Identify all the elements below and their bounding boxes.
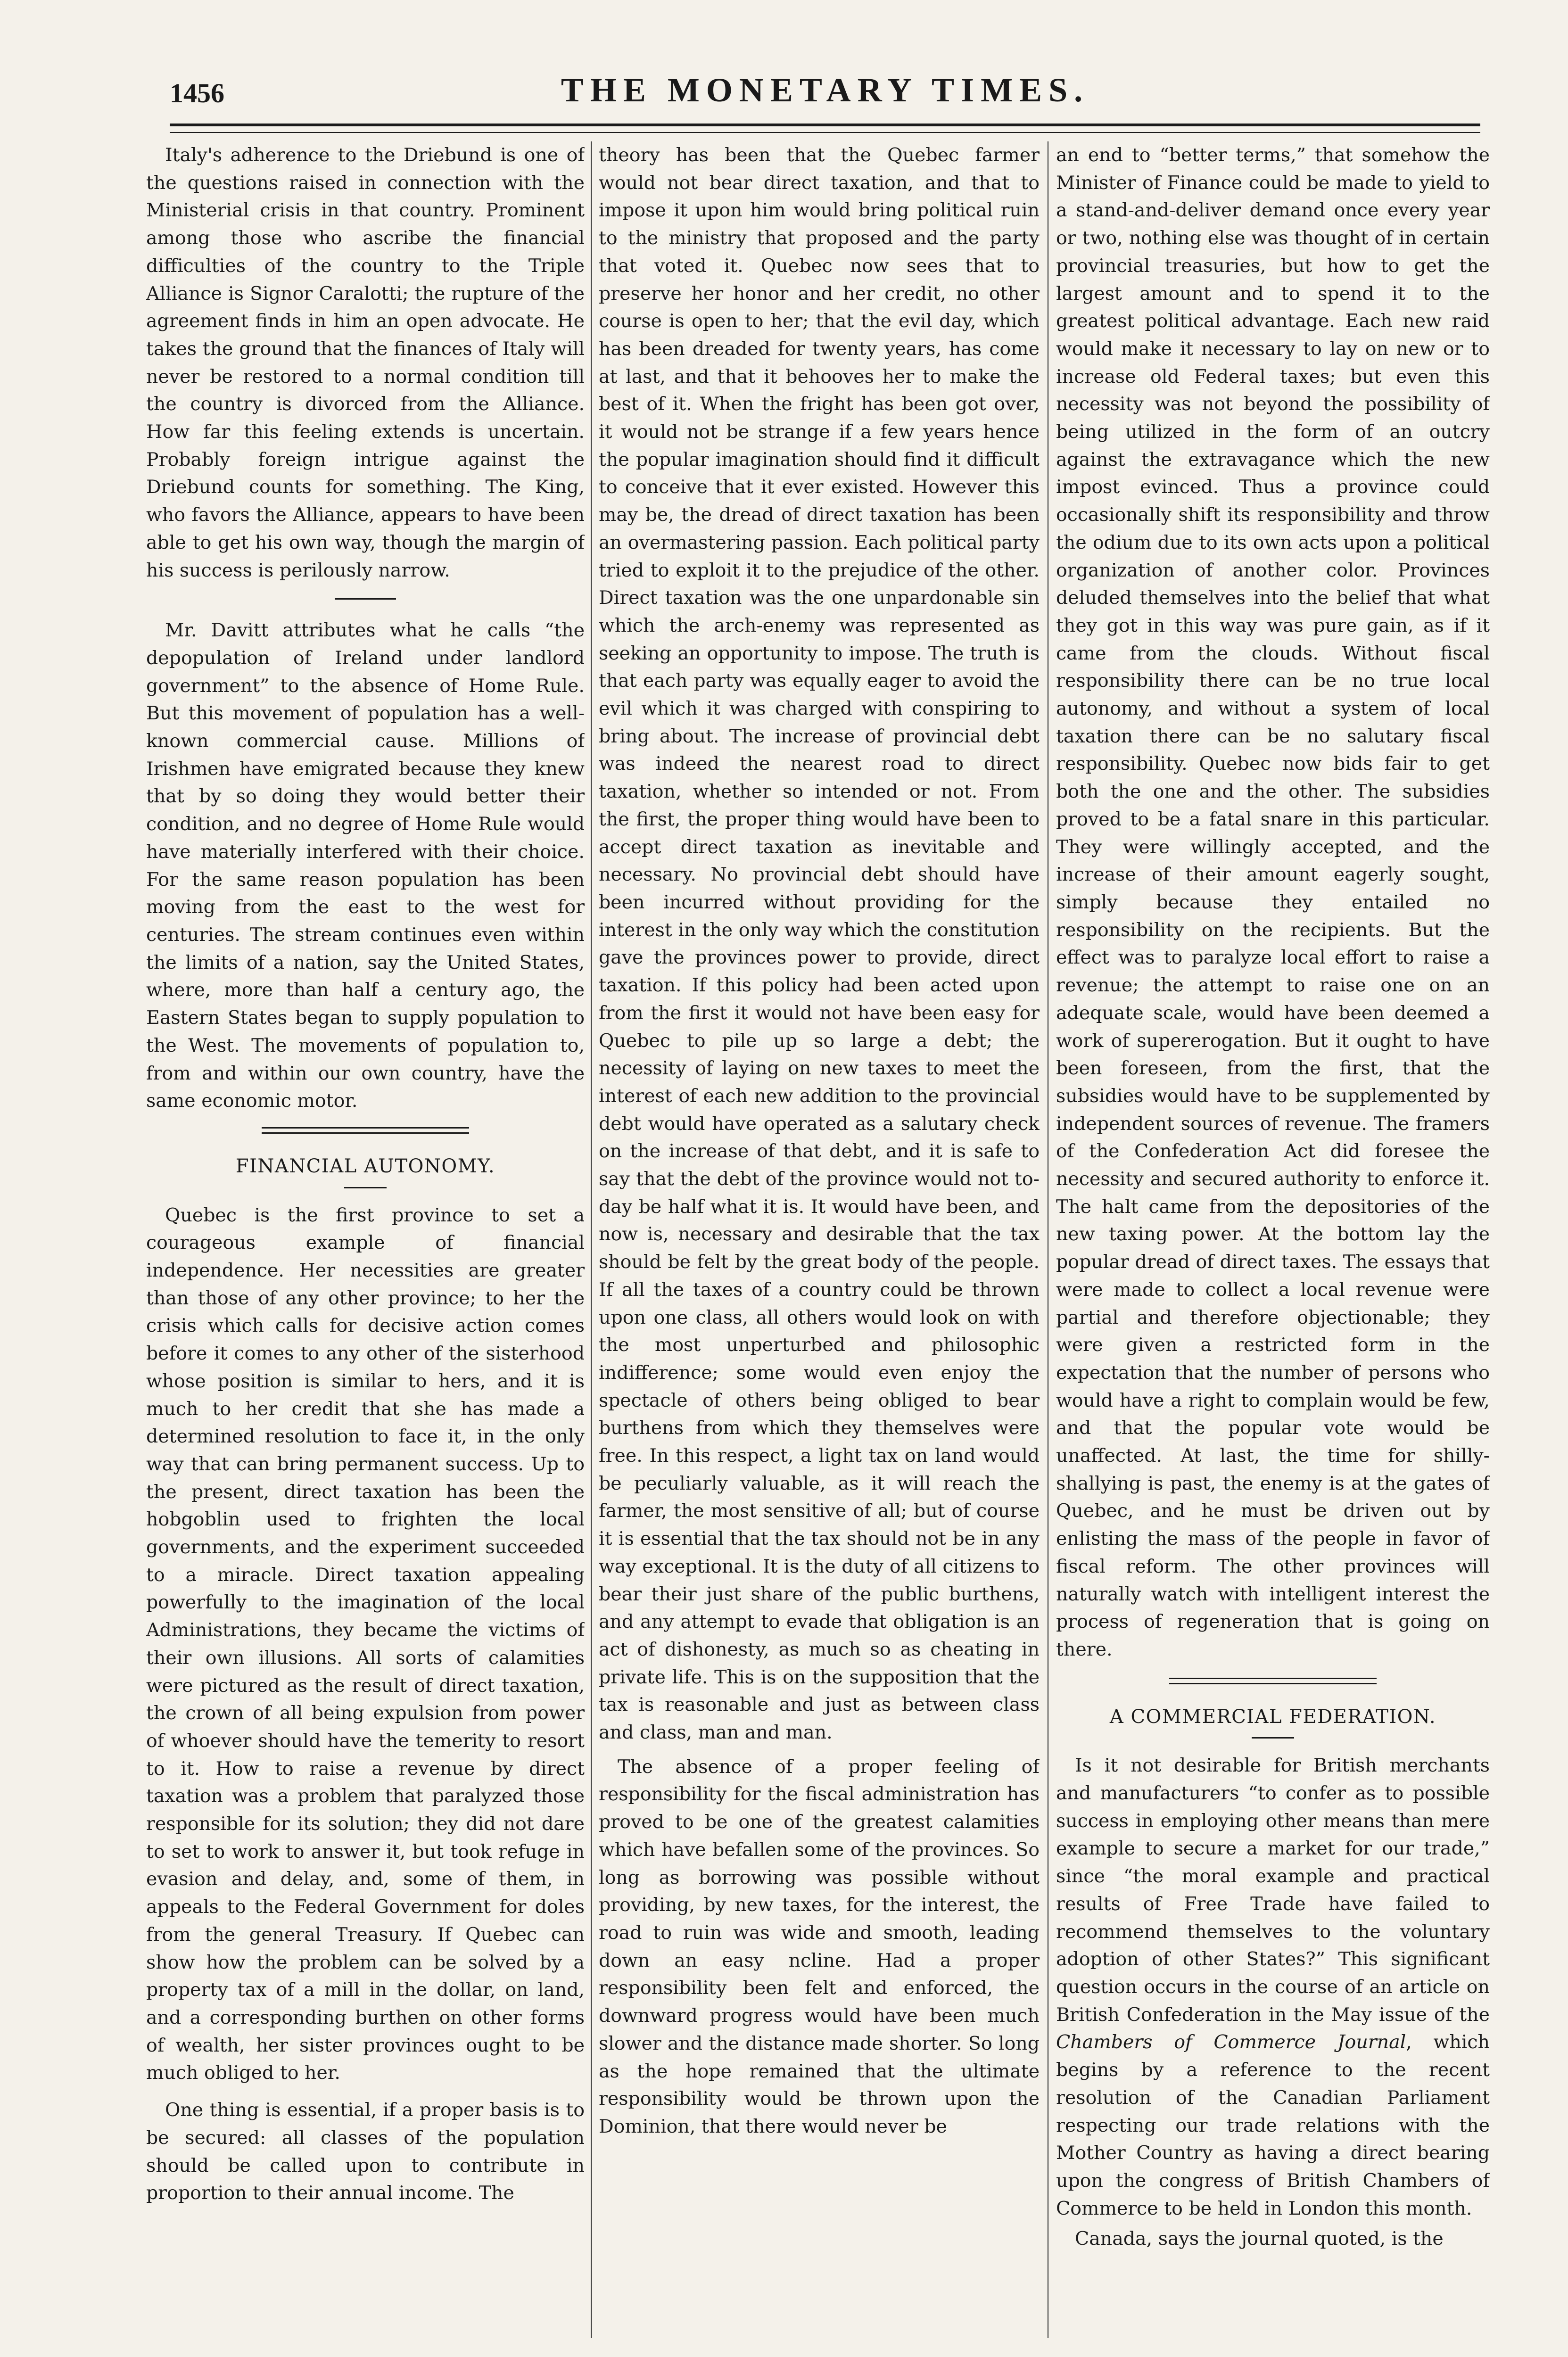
- journal-title-italic: Chambers of Commerce Journal: [1056, 2031, 1406, 2053]
- paragraph-better-terms: an end to “better terms,” that somehow the Minister of Finance could be made to yield to a stand-and-deliver demand once every year or two, nothing else was thought of in certain provincial treasuries, but how to get the largest amount and to spend it to the greatest political advantage. Each new raid would make it necessary to lay on new or to increase old Federal taxes; but even this necessity was not beyond the possibility of being utilized in the form of an outcry against the extravagance which the new impost evinced. Thus a province could occasionally shift its responsibility and throw the odium due to its own acts upon a political organization of another color. Provinces deluded themselves into the belief that what they got in this way was pure gain, as if it came from the clouds. Without fiscal responsibility there can be no true local autonomy, and without a system of local taxation there can be no salutary fiscal responsibility. Quebec now bids fair to get both the one and the other. The subsidies proved to be a fatal snare in this particular. They were willingly accepted, and the increase of their amount eagerly sought, simply because they entailed no responsibility on the recipients. But the effect was to paralyze local effort to raise a revenue; the attempt to raise one on an adequate scale, would have been deemed a work of supererogation. But it ought to have been foreseen, from the first, that the subsidies would have to be supplemented by independent sources of revenue. The framers of the Confederation Act did foresee the necessity and secured authority to enforce it. The halt came from the depositories of the new taxing power. At the bottom lay the popular dread of direct taxes. The essays that were made to collect a local revenue were partial and therefore objectionable; they were given a restricted form in the expectation that the number of persons who would have a right to complain would be few, and that the popular vote would be unaffected. At last, the time for shilly-shallying is past, the enemy is at the gates of Quebec, and he must be driven out by enlisting the mass of the people in favor of fiscal reform. The other provinces will naturally watch with intelligent interest the process of regeneration that is going on there.: [1056, 144, 1490, 1660]
- paragraph-one-thing-essential: One thing is essential, if a proper basis is to be secured: all classes of the population should be called upon to contribute in proportion to their annual income. The: [146, 2099, 585, 2204]
- heading-underline-rule: [1252, 1737, 1294, 1739]
- paragraph-text-part: , which begins by a reference to the recent resolution of the Canadian Parliament respecting our trade relations with the Mother Country as having a direct bearing upon the congress of British Chambers of Commerce to be held in London this month.: [1056, 2031, 1490, 2219]
- header-rule-thick: [170, 124, 1480, 126]
- heading-underline-rule: [344, 1187, 387, 1188]
- paragraph-italy-driebund: Italy's adherence to the Driebund is one of the questions raised in connection with the Ministerial crisis in that country. Prominent among those who ascribe the financial difficulties of the country to the Triple Alliance is Signor Caralotti; the rupture of the agreement finds in him an open advocate. He takes the ground that the finances of Italy will never be restored to a normal condition till the country is divorced from the Alliance. How far this feeling extends is uncertain. Probably foreign intrigue against the Driebund counts for something. The King, who favors the Alliance, appears to have been able to get his own way, though the margin of his success is perilously narrow.: [146, 144, 585, 581]
- paragraph-davitt-depopulation: Mr. Davitt attributes what he calls “the depopulation of Ireland under landlord government” to the absence of Home Rule. But this movement of population has a well-known commercial cause. Millions of Irishmen have emigrated because they knew that by so doing they would better their condition, and no degree of Home Rule would have materially interfered with their choice. For the same reason population has been moving from the east to the west for centuries. The stream continues even within the limits of a nation, say the United States, where, more than half a century ago, the Eastern States began to supply population to the West. The movements of population to, from and within our own country, have the same economic motor.: [146, 619, 585, 1112]
- publication-title: THE MONETARY TIMES.: [561, 71, 1089, 109]
- paragraph-quebec-first-province: Quebec is the first province to set a courageous example of financial independence. Her necessities are greater than those of any other province; to her the crisis which calls for decisive action comes before it comes to any other of the sisterhood whose position is similar to hers, and it is much to her credit that she has made a determined resolution to face it, in the only way that can bring permanent success. Up to the present, direct taxation has been the hobgoblin used to frighten the local governments, and the experiment succeeded to a miracle. Direct taxation appealing powerfully to the imagination of the local Administrations, they became the victims of their own illusions. All sorts of calamities were pictured as the result of direct taxation, the crown of all being expulsion from power of whoever should have the temerity to resort to it. How to raise a revenue by direct taxation was a problem that paralyzed those responsible for its solution; they did not dare to set to work to answer it, but took refuge in evasion and delay, and, some of them, in appeals to the Federal Government for doles from the general Treasury. If Quebec can show how the problem can be solved by a property tax of a mill in the dollar, on land, and a corresponding burthen on other forms of wealth, her sister provinces ought to be much obliged to her.: [146, 1204, 585, 2084]
- paragraph-text-part: Is it not desirable for British merchants and manufacturers “to confer as to possible success in employing other means than mere example to secure a market for our trade,” since “the moral example and practical results of Free Trade have failed to recommend themselves to the voluntary adoption of other States?” This significant question occurs in the course of an article on British Confederation in the May issue of the: [1056, 1755, 1490, 2026]
- paragraph-british-merchants: [1056, 1752, 1490, 2222]
- section-heading-financial-autonomy: FINANCIAL AUTONOMY.: [235, 1155, 495, 1177]
- page-header: [170, 71, 1480, 123]
- paragraph-absence-of-responsibility: The absence of a proper feeling of responsibility for the fiscal administration has proved to be one of the greatest calamities which have befallen some of the provinces. So long as borrowing was possible without providing, by new taxes, for the interest, the road to ruin was wide and smooth, leading down an easy ncline. Had a proper responsibility been felt and enforced, the downward progress would have been much slower and the distance made shorter. So long as the hope remained that the ultimate responsibility would be thrown upon the Dominion, that there would never be: [599, 1755, 1040, 2137]
- header-rule-thin: [170, 132, 1480, 133]
- column-3: [1056, 141, 1490, 2333]
- column-divider-1: [591, 141, 592, 2338]
- column-2: [599, 141, 1040, 2333]
- section-heading-commercial-federation: A COMMERCIAL FEDERATION.: [1109, 1706, 1436, 1728]
- paragraph-canada-says: Canada, says the journal quoted, is the: [1075, 2228, 1444, 2250]
- column-1: [146, 141, 585, 2333]
- page-number: 1456: [170, 78, 224, 108]
- paragraph-quebec-farmer-theory: theory has been that the Quebec farmer would not bear direct taxation, and that to impose it upon him would bring political ruin to the ministry that proposed and the party that voted it. Quebec now sees that to preserve her honor and her credit, no other course is open to her; that the evil day, which has been dreaded for twenty years, has come at last, and that it behooves her to make the best of it. When the fright has been got over, it would not be strange if a few years hence the popular imagination should find it difficult to conceive that it ever existed. However this may be, the dread of direct taxation has been an overmastering passion. Each political party tried to exploit it to the prejudice of the other. Direct taxation was the one unpardonable sin which the arch-enemy was represented as seeking an opportunity to impose. The truth is that each party was equally eager to avoid the evil which it was charged with conspiring to bring about. The increase of provincial debt was indeed the nearest road to direct taxation, whether so intended or not. From the first, the proper thing would have been to accept direct taxation as inevitable and necessary. No provincial debt should have been incurred without providing for the interest in the only way which the constitution gave the provinces power to provide, direct taxation. If this policy had been acted upon from the first it would not have been easy for Quebec to pile up so large a debt; the necessity of laying on new taxes to meet the interest of each new addition to the provincial debt would have operated as a salutary check on the increase of that debt, and it is safe to say that the debt of the province would not to-day be half what it is. It would have been, and now is, necessary and desirable that the tax should be felt by the great body of the people. If all the taxes of a country could be thrown upon one class, all others would look on with the most unperturbed and philosophic indifference; some would even enjoy the spectacle of others being obliged to bear burthens from which they themselves were free. In this respect, a light tax on land would be peculiarly valuable, as it will reach the farmer, the most sensitive of all; but of course it is essential that the tax should not be in any way exceptional. It is the duty of all citizens to bear their just share of the public burthens, and any attempt to evade that obligation is an act of dishonesty, as much so as cheating in private life. This is on the supposition that the tax is reasonable and just as between class and class, man and man.: [599, 144, 1040, 1744]
- section-separator-rule: [262, 1127, 469, 1134]
- section-separator-rule: [1169, 1678, 1377, 1684]
- paragraph-separator-rule: [335, 598, 396, 600]
